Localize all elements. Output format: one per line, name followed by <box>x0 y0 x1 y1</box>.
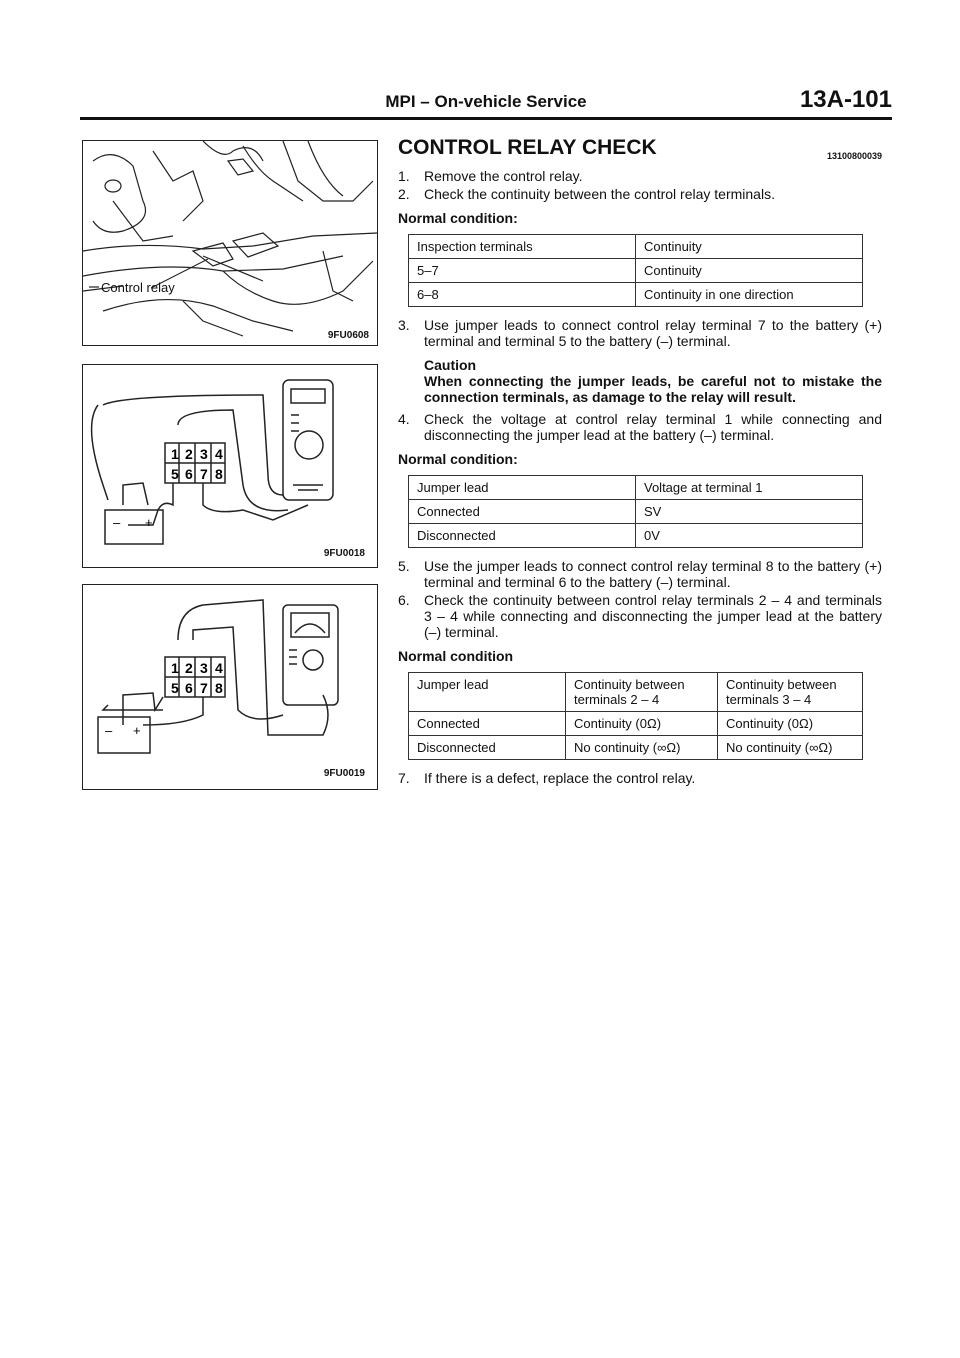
procedure-content <box>398 136 882 786</box>
step-number: 7. <box>398 770 410 786</box>
table-row <box>409 500 863 524</box>
step-text: If there is a defect, replace the control relay. <box>424 770 696 786</box>
table-cell: Connected <box>409 500 636 524</box>
table-row <box>409 259 863 283</box>
voltage-check-diagram <box>83 365 377 567</box>
section-title: MPI – On-vehicle Service <box>385 92 587 111</box>
table-cell: No continuity (∞Ω) <box>566 736 718 760</box>
relay-location-illustration <box>83 141 377 345</box>
caution-text: When connecting the jumper leads, be careful not to mistake the connection terminals, as damage to the relay will result. <box>424 373 882 405</box>
table-cell: Continuity <box>636 235 863 259</box>
table-cell: Disconnected <box>409 524 636 548</box>
figure-code: 9FU0608 <box>327 330 369 341</box>
step-2 <box>398 186 882 202</box>
control-relay-callout: Control relay <box>101 280 175 295</box>
table-cell: 0V <box>636 524 863 548</box>
terminal-8: 8 <box>215 466 223 482</box>
table-row <box>409 736 863 760</box>
procedure-title <box>398 136 882 166</box>
step-number: 6. <box>398 592 410 608</box>
step-3 <box>398 317 882 405</box>
page-number: 13A-101 <box>799 86 892 113</box>
table-cell: SV <box>636 500 863 524</box>
page-header <box>80 86 892 120</box>
table-cell: Voltage at terminal 1 <box>636 476 863 500</box>
terminal-2: 2 <box>185 446 193 462</box>
battery-negative: – <box>113 515 121 530</box>
continuity-check-diagram <box>83 585 377 789</box>
battery-positive: + <box>145 515 153 530</box>
step-number: 2. <box>398 186 410 202</box>
table-row <box>409 524 863 548</box>
step-1 <box>398 168 882 184</box>
normal-condition-label: Normal condition <box>398 648 514 664</box>
step-7 <box>398 770 882 786</box>
step-5 <box>398 558 882 590</box>
normal-condition-label: Normal condition: <box>398 210 518 226</box>
terminal-6: 6 <box>185 466 193 482</box>
table-cell: Connected <box>409 712 566 736</box>
figure-relay-location <box>82 140 378 346</box>
table-row <box>409 476 863 500</box>
terminal-continuity-table <box>408 672 863 760</box>
figure-code: 9FU0018 <box>323 548 365 559</box>
table-cell: Continuity (0Ω) <box>718 712 863 736</box>
title-text: CONTROL RELAY CHECK <box>398 136 657 159</box>
terminal-3: 3 <box>200 446 208 462</box>
caution-label: Caution <box>424 357 477 373</box>
table-cell: 5–7 <box>409 259 636 283</box>
voltage-table <box>408 475 863 548</box>
table-cell: Continuity (0Ω) <box>566 712 718 736</box>
terminal-2: 2 <box>185 660 193 676</box>
table-cell: Jumper lead <box>409 476 636 500</box>
terminal-4: 4 <box>215 660 223 676</box>
step-text: Remove the control relay. <box>424 168 583 184</box>
figure-code: 9FU0019 <box>323 768 365 779</box>
step-6 <box>398 592 882 640</box>
terminal-7: 7 <box>200 680 208 696</box>
step-number: 5. <box>398 558 410 574</box>
step-text: Use jumper leads to connect control relay terminal 7 to the battery (+) terminal and terminal 5 to the battery (–) terminal. <box>424 317 882 349</box>
terminal-3: 3 <box>200 660 208 676</box>
step-text: Check the continuity between control relay terminals 2 – 4 and terminals 3 – 4 while connecting and disconnecting the jumper lead at the battery (–) terminal. <box>424 592 882 640</box>
normal-condition-label: Normal condition: <box>398 451 518 467</box>
header-rule <box>80 117 892 120</box>
table-cell: No continuity (∞Ω) <box>718 736 863 760</box>
terminal-5: 5 <box>171 680 179 696</box>
battery-negative: – <box>105 723 113 738</box>
step-number: 1. <box>398 168 410 184</box>
title-code: 13100800039 <box>826 151 882 161</box>
step-number: 3. <box>398 317 410 333</box>
step-number: 4. <box>398 411 410 427</box>
step-text: Check the voltage at control relay terminal 1 while connecting and disconnecting the jumper lead at the battery (–) terminal. <box>424 411 882 443</box>
battery-positive: + <box>133 723 141 738</box>
table-cell: Continuity between terminals 2 – 4 <box>566 673 718 712</box>
terminal-1: 1 <box>171 660 179 676</box>
terminal-7: 7 <box>200 466 208 482</box>
step-text: Use the jumper leads to connect control relay terminal 8 to the battery (+) terminal and terminal 6 to the battery (–) terminal. <box>424 558 882 590</box>
terminal-5: 5 <box>171 466 179 482</box>
figure-voltage-check <box>82 364 378 568</box>
table-cell: Continuity <box>636 259 863 283</box>
figure-continuity-check <box>82 584 378 790</box>
terminal-6: 6 <box>185 680 193 696</box>
table-cell: Jumper lead <box>409 673 566 712</box>
terminal-4: 4 <box>215 446 223 462</box>
table-cell: 6–8 <box>409 283 636 307</box>
table-cell: Inspection terminals <box>409 235 636 259</box>
terminal-1: 1 <box>171 446 179 462</box>
terminal-8: 8 <box>215 680 223 696</box>
continuity-table <box>408 234 863 307</box>
step-4 <box>398 411 882 443</box>
table-cell: Continuity between terminals 3 – 4 <box>718 673 863 712</box>
table-cell: Disconnected <box>409 736 566 760</box>
step-text: Check the continuity between the control relay terminals. <box>424 186 775 202</box>
table-cell: Continuity in one direction <box>636 283 863 307</box>
table-row <box>409 283 863 307</box>
table-row <box>409 673 863 712</box>
table-row <box>409 235 863 259</box>
table-row <box>409 712 863 736</box>
